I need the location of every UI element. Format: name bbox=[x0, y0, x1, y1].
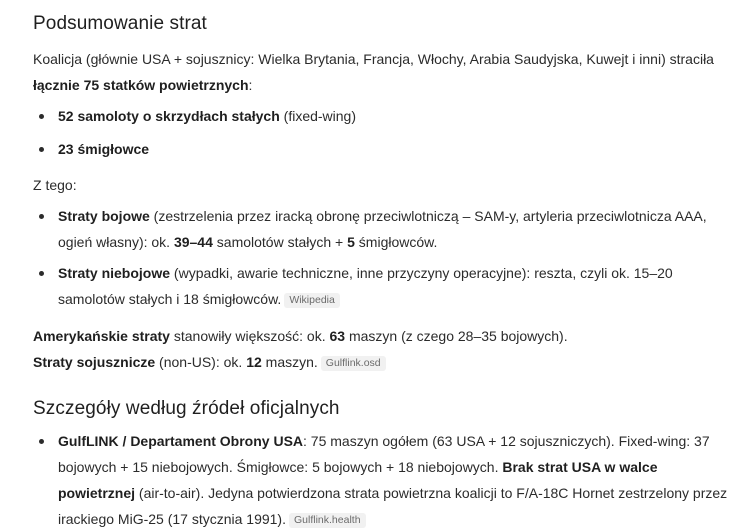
list-item bbox=[33, 103, 723, 129]
section-heading-details: Szczegóły według źródeł oficjalnych bbox=[33, 398, 340, 419]
intro-text: Koalicja (głównie USA + sojusznicy: Wielka Brytania, Francja, Włochy, Arabia Saudyjska, Kuwejt i inni) straciła bbox=[33, 51, 714, 67]
allied-label: Straty sojusznicze bbox=[33, 354, 156, 370]
of-which-label: Z tego: bbox=[33, 177, 77, 193]
gulflink-label: GulfLINK / Departament Obrony USA bbox=[58, 433, 304, 449]
american-losses bbox=[33, 323, 723, 349]
list-item-gulflink bbox=[33, 428, 728, 532]
gulflink-text: (air-to-air). Jedyna potwierdzona strata powietrzna koalicji to F/A-18C Hornet zestrzelony przez irackiego MiG-25 (17 stycznia 1991). bbox=[58, 485, 728, 527]
bullet-icon bbox=[39, 214, 44, 219]
allied-text: maszyn. bbox=[261, 354, 318, 370]
combat-text: śmigłowców. bbox=[354, 234, 438, 250]
intro-total-bold: łącznie 75 statków powietrznych bbox=[33, 77, 249, 93]
list-item-noncombat bbox=[33, 260, 723, 312]
allied-losses bbox=[33, 349, 723, 375]
combat-fixed-count: 39–44 bbox=[173, 234, 213, 250]
combat-text: samolotów stałych + bbox=[212, 234, 348, 250]
gulflink-bold-claim: Brak strat USA w walce powietrznej bbox=[58, 459, 658, 501]
allied-count: 12 bbox=[246, 354, 262, 370]
intro-colon: : bbox=[248, 77, 253, 93]
sources-list bbox=[33, 428, 728, 532]
american-count: 63 bbox=[329, 328, 346, 344]
american-text: maszyn (z czego 28–35 bojowych). bbox=[345, 328, 568, 344]
source-chip-wikipedia[interactable]: Wikipedia bbox=[284, 293, 340, 308]
list-item bbox=[33, 136, 723, 162]
noncombat-label: Straty niebojowe bbox=[58, 265, 171, 281]
list-item-combat bbox=[33, 203, 723, 255]
allied-text: (non-US): ok. bbox=[155, 354, 247, 370]
american-label: Amerykańskie straty bbox=[33, 328, 170, 344]
item-text: (fixed-wing) bbox=[279, 108, 357, 124]
combat-heli-count: 5 bbox=[347, 234, 355, 250]
country-split bbox=[33, 323, 723, 375]
bullet-icon bbox=[39, 271, 44, 276]
combat-text: (zestrzelenia przez iracką obronę przeciwlotniczą – SAM-y, artyleria przeciwlotnicza AAA, ogień własny): ok. bbox=[58, 208, 707, 250]
item-bold: 52 samoloty o skrzydłach stałych bbox=[58, 108, 280, 124]
gulflink-text: : 75 maszyn ogółem (63 USA + 12 sojuszniczych). Fixed-wing: 37 bojowych + 15 niebojowych. Śmigłowce: 5 bojowych + 18 niebojowych. bbox=[58, 433, 710, 475]
section-heading-summary: Podsumowanie strat bbox=[33, 13, 207, 34]
bullet-icon bbox=[39, 147, 44, 152]
source-chip-gulflink-health[interactable]: Gulflink.health bbox=[289, 513, 366, 528]
american-text: stanowiły większość: ok. bbox=[169, 328, 330, 344]
totals-list bbox=[33, 103, 723, 169]
noncombat-text: (wypadki, awarie techniczne, inne przyczyny operacyjne): reszta, czyli ok. 15–20 samolotów stałych i 18 śmigłowców. bbox=[58, 265, 673, 307]
item-bold: 23 śmigłowce bbox=[58, 141, 150, 157]
bullet-icon bbox=[39, 114, 44, 119]
breakdown-list bbox=[33, 203, 723, 317]
combat-label: Straty bojowe bbox=[58, 208, 150, 224]
source-chip-gulflink-osd[interactable]: Gulflink.osd bbox=[321, 356, 386, 371]
bullet-icon bbox=[39, 439, 44, 444]
intro-paragraph bbox=[33, 46, 723, 98]
